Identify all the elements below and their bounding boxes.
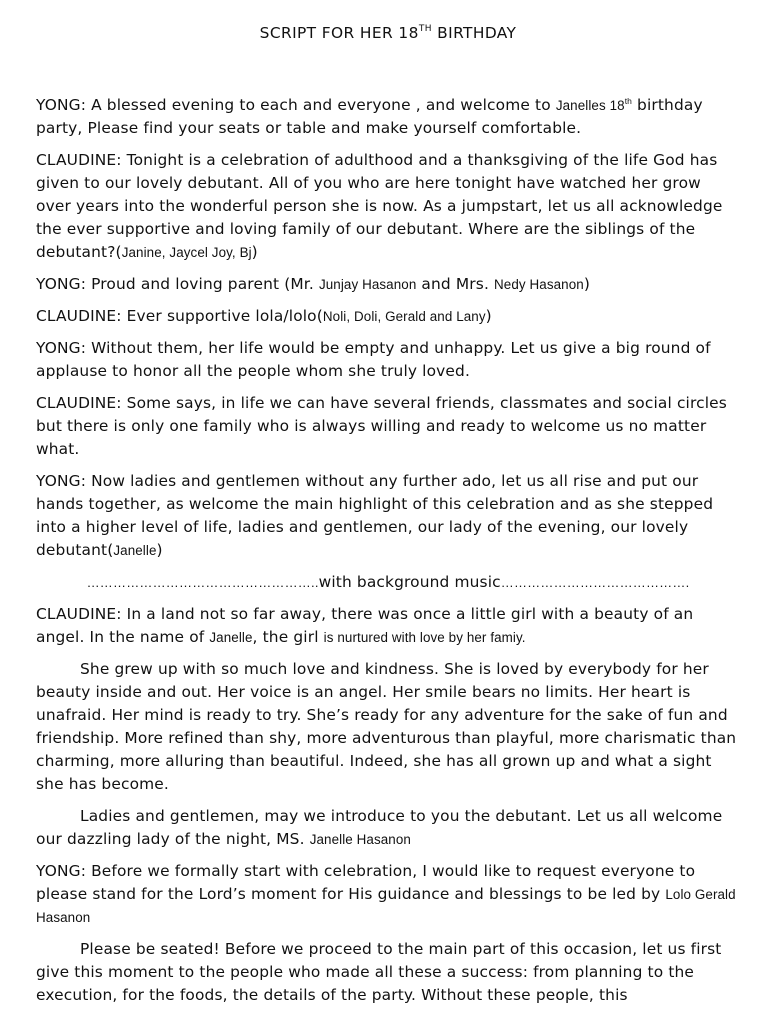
- ordinal-superscript: th: [624, 96, 632, 106]
- debutant-name: Janelle: [113, 543, 157, 558]
- paragraph-text: YONG: Before we formally start with celebration, I would like to request everyone to please stand for the Lord’s moment for His guidance and blessings to be led by: [36, 862, 696, 903]
- paragraph-text: CLAUDINE: Tonight is a celebration of adulthood and a thanksgiving of the life God has given to our lovely debutant. All of you who are here tonight have watched her grow over years into the wonderful person she is now. As a jumpstart, let us all acknowledge the ever supportive and loving family of our debutant. Where are the siblings of the debutant?(: [36, 151, 723, 261]
- grandparents-names: Noli, Doli, Gerald and Lany: [322, 309, 486, 324]
- paragraph-text: ): [485, 307, 492, 325]
- paragraph-text: Ladies and gentlemen, may we introduce to you the debutant. Let us all welcome our dazzling lady of the night, MS.: [36, 807, 723, 848]
- paragraph-story-continued: She grew up with so much love and kindness. She is loved by everybody for her beauty inside and out. Her voice is an angel. Her smile bears no limits. Her heart is unafraid. Her mind is ready to try. She’s ready for any adventure for the sake of fun and friendship. More refined than shy, more adventurous than playful, more charismatic than charming, more alluring than beautiful. Indeed, she has all grown up and what a sight she has become.: [36, 660, 737, 793]
- paragraph-introduce-debutant: [36, 805, 740, 851]
- paragraph-text: ): [156, 541, 163, 559]
- paragraph-text: YONG: Now ladies and gentlemen without any further ado, let us all rise and put our hands together, as welcome the main highlight of this celebration and as she stepped into a higher level of life, ladies and gentlemen, our lady of the evening, our lovely debutant(: [36, 472, 714, 559]
- title-text: SCRIPT FOR HER 18: [259, 24, 419, 42]
- paragraph-text: birthday party, Please find your seats or table and make yourself comfortable.: [36, 96, 703, 137]
- siblings-names: Janine, Jaycel Joy, Bj: [121, 245, 252, 260]
- paragraph-claudine-family: CLAUDINE: Some says, in life we can have several friends, classmates and social circles but there is only one family who is always willing and ready to welcome us no matter what.: [36, 394, 727, 458]
- paragraph-text: and Mrs.: [416, 275, 495, 293]
- paragraph-claudine-grandparents: [36, 305, 740, 328]
- music-cue-text: with background music: [318, 573, 501, 591]
- paragraph-text: ): [583, 275, 590, 293]
- debutant-name: [556, 98, 632, 113]
- title-text-end: BIRTHDAY: [431, 24, 517, 42]
- paragraph-yong-applause: YONG: Without them, her life would be empty and unhappy. Let us give a big round of applause to honor all the people whom she truly loved.: [36, 339, 711, 380]
- paragraph-yong-prayer: [36, 860, 740, 929]
- debutant-name: Janelle: [209, 630, 253, 645]
- dotted-leader: ……………………………………………..: [86, 575, 319, 590]
- paragraph-yong-introduction: [36, 470, 740, 562]
- mother-name: Nedy Hasanon: [494, 277, 584, 292]
- paragraph-yong-parents: [36, 273, 740, 296]
- paragraph-text: ): [251, 243, 258, 261]
- father-name: Junjay Hasanon: [318, 277, 417, 292]
- paragraph-text: CLAUDINE: In a land not so far away, there was once a little girl with a beauty of an angel. In the name of: [36, 605, 694, 646]
- dotted-leader: …………………………………….: [500, 575, 690, 590]
- paragraph-text: CLAUDINE: Ever supportive lola/lolo(: [36, 307, 323, 325]
- paragraph-text: , the girl: [252, 628, 324, 646]
- music-cue: [36, 571, 740, 594]
- paragraph-yong-welcome: [36, 94, 740, 140]
- paragraph-please-be-seated: Please be seated! Before we proceed to the main part of this occasion, let us first give this moment to the people who made all these a success: from planning to the execution, for the foods, the details of the party. Without these people, this: [36, 940, 722, 1004]
- paragraph-text: YONG: A blessed evening to each and everyone , and welcome to: [36, 96, 556, 114]
- paragraph-text-small: is nurtured with love by her famiy.: [323, 630, 526, 645]
- title-superscript: TH: [418, 24, 432, 34]
- paragraph-text: YONG: Proud and loving parent (Mr.: [36, 275, 319, 293]
- prayer-leader-name: Lolo Gerald Hasanon: [36, 887, 736, 925]
- paragraph-claudine-story: [36, 603, 740, 649]
- document-title: [36, 22, 740, 45]
- document-page: [36, 22, 740, 1007]
- debutant-full-name: Janelle Hasanon: [309, 832, 411, 847]
- name-text: Janelles 18: [555, 98, 625, 113]
- paragraph-claudine-celebration: [36, 149, 740, 264]
